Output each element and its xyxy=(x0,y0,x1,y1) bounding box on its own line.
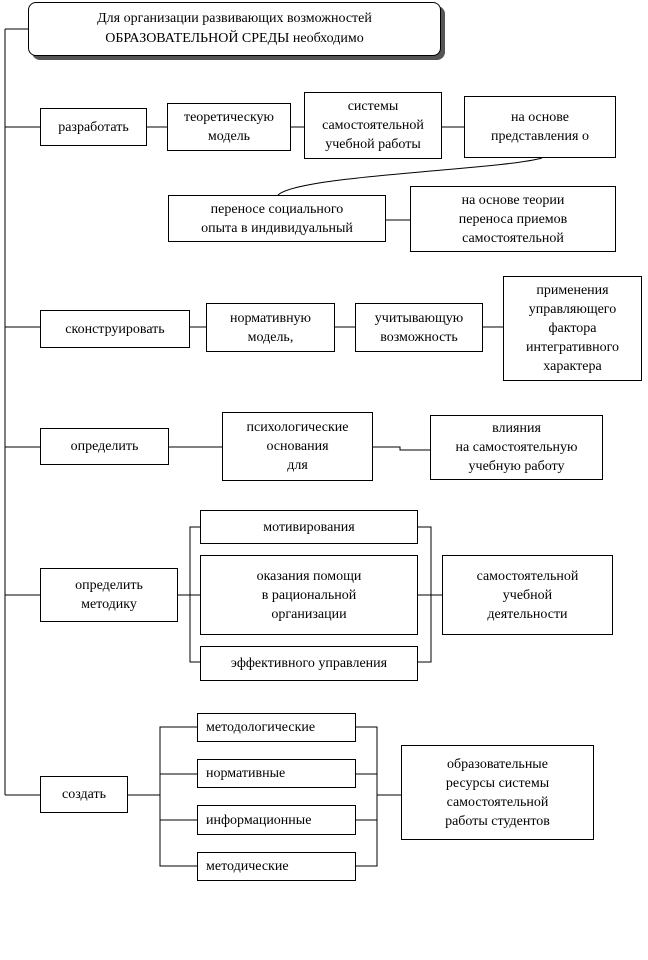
create-methodical: методические xyxy=(197,852,356,881)
verb-construct: сконструировать xyxy=(40,310,190,348)
develop-theoretical-model: теоретическую модель xyxy=(167,103,291,151)
create-informational: информационные xyxy=(197,805,356,835)
develop-independent-work-system: системы самостоятельной учебной работы xyxy=(304,92,442,159)
diagram-title: Для организации развивающих возможностей ОБРАЗОВАТЕЛЬНОЙ СРЕДЫ необходимо xyxy=(28,2,441,56)
construct-integrative-factor: применения управляющего фактора интегративного характера xyxy=(503,276,642,381)
develop-social-experience-transfer: переносе социального опыта в индивидуальный xyxy=(168,195,386,242)
develop-based-on-idea: на основе представления о xyxy=(464,96,616,158)
create-methodological: методологические xyxy=(197,713,356,742)
construct-normative-model: нормативную модель, xyxy=(206,303,335,352)
determine-psychological-foundations: психологические основания для xyxy=(222,412,373,481)
verb-develop: разработать xyxy=(40,108,147,146)
develop-transfer-theory: на основе теории переноса приемов самостоятельной xyxy=(410,186,616,252)
method-assistance: оказания помощи в рациональной организации xyxy=(200,555,418,635)
method-effective-management: эффективного управления xyxy=(200,646,418,681)
construct-considering-possibility: учитывающую возможность xyxy=(355,303,483,352)
verb-determine: определить xyxy=(40,428,169,465)
determine-influence: влияния на самостоятельную учебную работу xyxy=(430,415,603,480)
verb-create: создать xyxy=(40,776,128,813)
method-target: самостоятельной учебной деятельности xyxy=(442,555,613,635)
verb-determine-method: определить методику xyxy=(40,568,178,622)
create-target: образовательные ресурсы системы самостоятельной работы студентов xyxy=(401,745,594,840)
create-normative: нормативные xyxy=(197,759,356,788)
method-motivation: мотивирования xyxy=(200,510,418,544)
